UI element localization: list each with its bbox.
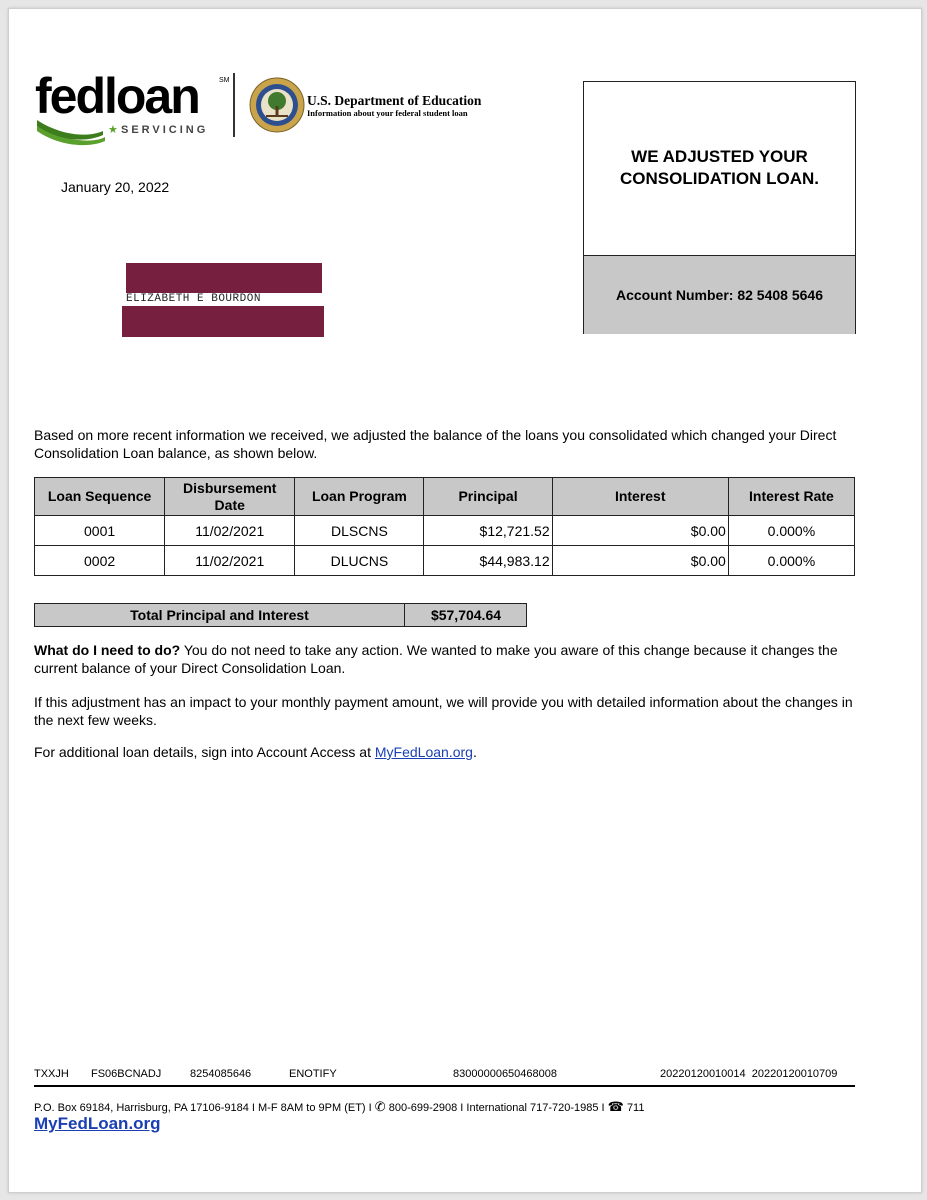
payment-impact-paragraph: If this adjustment has an impact to your monthly payment amount, we will provide you with detailed information about the changes in the next few weeks. bbox=[34, 694, 853, 728]
footer-code: FS06BCNADJ bbox=[91, 1068, 162, 1080]
footer-code: 83000000650468008 bbox=[453, 1068, 558, 1080]
logo-service-mark: SM bbox=[219, 77, 230, 84]
loan-sequence-cell: 0002 bbox=[35, 546, 165, 576]
recipient-name: ELIZABETH E BOURDON bbox=[126, 293, 261, 305]
table-header-row bbox=[35, 478, 855, 516]
what-to-do-text: You do not need to take any action. We wanted to make you aware of this change because it changes the current balance of your Direct Consolidation Loan. bbox=[34, 642, 838, 676]
footer-myfedloan-link[interactable]: MyFedLoan.org bbox=[34, 1114, 161, 1133]
disbursement-date-cell: 11/02/2021 bbox=[165, 516, 295, 546]
footer-code: ENOTIFY bbox=[289, 1068, 337, 1080]
table-row bbox=[35, 546, 855, 576]
letter-page bbox=[8, 8, 922, 1193]
logo-tagline: SERVICING bbox=[121, 124, 209, 136]
account-number-panel bbox=[584, 255, 855, 334]
principal-cell: $44,983.12 bbox=[424, 546, 552, 576]
department-of-education-seal-icon bbox=[249, 77, 305, 133]
principal-cell: $12,721.52 bbox=[424, 516, 552, 546]
footer-phone-text: 800-699-2908 I International 717-720-1985 I bbox=[388, 1102, 608, 1114]
disbursement-date-cell: 11/02/2021 bbox=[165, 546, 295, 576]
table-row bbox=[35, 516, 855, 546]
agency-subtitle: Information about your federal student loan bbox=[307, 108, 468, 118]
column-header: Loan Program bbox=[295, 478, 424, 516]
what-to-do-paragraph bbox=[34, 641, 864, 677]
letter-date: January 20, 2022 bbox=[61, 179, 170, 195]
footer-tty-number: 711 bbox=[626, 1102, 645, 1114]
account-access-text: For additional loan details, sign into Account Access at bbox=[34, 744, 375, 760]
logo-brand-text: fedloan bbox=[35, 68, 199, 124]
fedloan-logo bbox=[35, 68, 230, 149]
agency-title: U.S. Department of Education bbox=[307, 93, 482, 108]
footer-code: 8254085646 bbox=[190, 1068, 252, 1080]
logo-divider bbox=[233, 73, 235, 137]
account-number-label: Account Number: bbox=[616, 287, 734, 303]
column-header: Loan Sequence bbox=[35, 478, 165, 516]
column-header: Interest Rate bbox=[728, 478, 854, 516]
interest-rate-cell: 0.000% bbox=[728, 546, 854, 576]
footer-divider bbox=[34, 1085, 855, 1087]
interest-cell: $0.00 bbox=[552, 516, 728, 546]
column-header: Principal bbox=[424, 478, 552, 516]
tty-icon: ☎ bbox=[607, 1099, 624, 1114]
loan-sequence-cell: 0001 bbox=[35, 516, 165, 546]
interest-cell: $0.00 bbox=[552, 546, 728, 576]
loan-program-cell: DLUCNS bbox=[295, 546, 424, 576]
column-header: Interest bbox=[552, 478, 728, 516]
footer-address bbox=[34, 1099, 644, 1115]
account-number-value: 82 5408 5646 bbox=[737, 287, 823, 303]
account-access-period: . bbox=[472, 744, 477, 760]
loan-adjustment-table bbox=[34, 477, 855, 576]
phone-icon: ✆ bbox=[374, 1099, 386, 1114]
total-label: Total Principal and Interest bbox=[35, 604, 405, 626]
interest-rate-cell: 0.000% bbox=[728, 516, 854, 546]
footer-code: TXXJH bbox=[34, 1068, 69, 1080]
address-redaction-bottom bbox=[122, 306, 324, 337]
column-header: Disbursement Date bbox=[165, 478, 295, 516]
what-to-do-heading: What do I need to do? bbox=[34, 642, 181, 658]
footer-code: 20220120010014 20220120010709 bbox=[660, 1068, 838, 1080]
myfedloan-link[interactable]: MyFedLoan.org bbox=[374, 744, 473, 760]
intro-paragraph: Based on more recent information we received, we adjusted the balance of the loans you consolidated which changed your Direct Consolidation Loan balance, as shown below. bbox=[34, 427, 837, 461]
footer-address-text: P.O. Box 69184, Harrisburg, PA 17106-9184 I M-F 8AM to 9PM (ET) I bbox=[34, 1102, 375, 1114]
notice-header-box bbox=[583, 81, 856, 334]
loan-program-cell: DLSCNS bbox=[295, 516, 424, 546]
address-redaction-top bbox=[126, 263, 322, 293]
total-value: $57,704.64 bbox=[430, 607, 502, 623]
star-icon: ★ bbox=[108, 124, 118, 136]
total-principal-interest bbox=[34, 603, 527, 627]
account-access-paragraph bbox=[34, 743, 864, 761]
notice-headline: WE ADJUSTED YOUR CONSOLIDATION LOAN. bbox=[620, 147, 819, 188]
